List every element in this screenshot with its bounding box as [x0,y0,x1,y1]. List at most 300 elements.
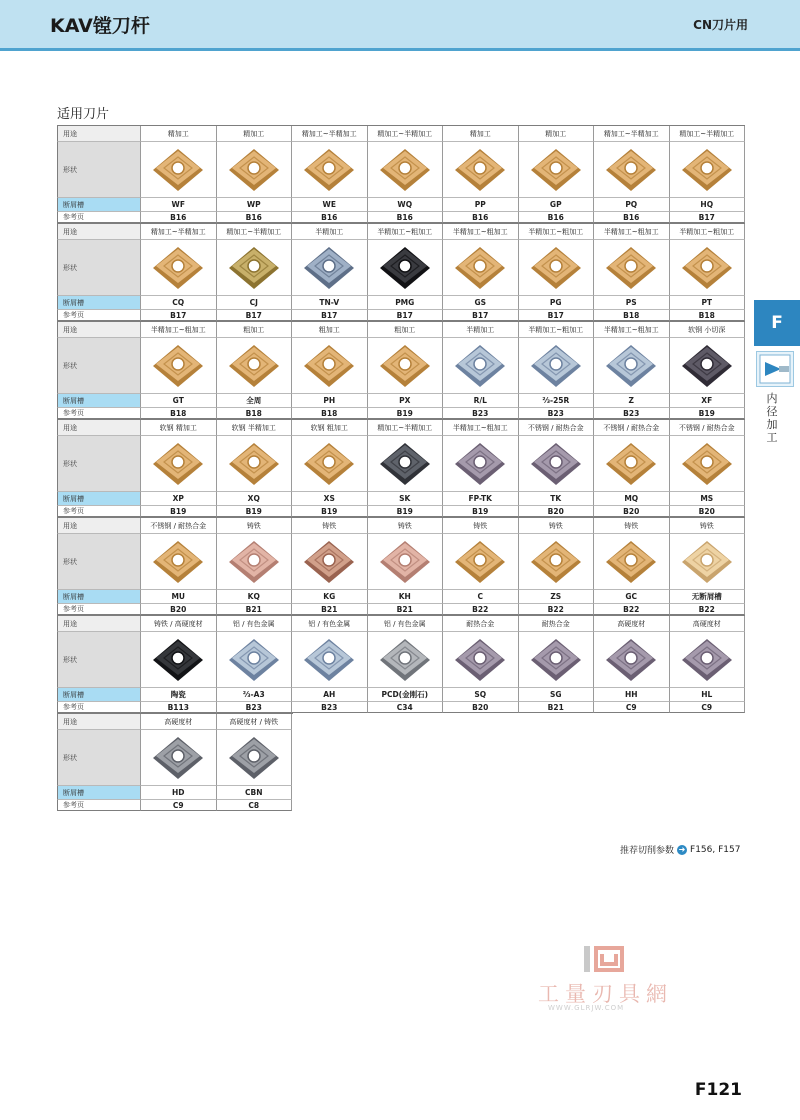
breaker-cell: GS [443,296,519,310]
usage-cell: 精加工 [443,126,519,142]
insert-image-cell [594,534,670,590]
insert-image-cell [141,338,217,394]
arrow-right-icon: ➜ [678,844,686,854]
insert-shape-icon [151,637,205,683]
row-label-ref: 参考页 [57,212,141,223]
insert-shape-icon [378,637,432,683]
usage-cell: 半精加工~粗加工 [443,224,519,240]
ref-page-cell: B17 [443,310,519,321]
insert-shape-icon [302,637,356,683]
insert-image-cell [443,338,519,394]
breaker-cell: XQ [217,492,293,506]
usage-cell: 高硬度材 [141,714,217,730]
breaker-cell: HD [141,786,217,800]
insert-image-cell [141,142,217,198]
breaker-cell: HH [594,688,670,702]
usage-cell: 粗加工 [292,322,368,338]
usage-cell: 半精加工~粗加工 [519,224,595,240]
insert-shape-icon [680,637,734,683]
breaker-cell: WP [217,198,293,212]
page-subtitle: CN刀片用 [693,18,748,32]
insert-shape-icon [302,539,356,585]
insert-shape-icon [453,245,507,291]
insert-image-cell [292,632,368,688]
insert-image-cell [292,338,368,394]
row-label-breaker: 断屑槽 [57,786,141,800]
insert-shape-icon [227,147,281,193]
insert-shape-icon [227,637,281,683]
ref-page-cell: B19 [670,408,746,419]
row-label-shape: 形状 [57,338,141,394]
row-label-shape: 形状 [57,142,141,198]
breaker-cell: XP [141,492,217,506]
breaker-cell: GP [519,198,595,212]
breaker-cell: PQ [594,198,670,212]
usage-cell: 耐热合金 [519,616,595,632]
usage-cell: 半精加工~粗加工 [368,224,444,240]
row-label-ref: 参考页 [57,310,141,321]
insert-shape-icon [302,147,356,193]
row-label-ref: 参考页 [57,604,141,615]
breaker-cell: PH [292,394,368,408]
insert-shape-icon [604,245,658,291]
insert-image-cell [368,338,444,394]
insert-image-cell [443,632,519,688]
ref-page-cell: B20 [670,506,746,517]
insert-image-cell [217,730,293,786]
usage-cell: 精加工~半精加工 [670,126,746,142]
breaker-cell: WQ [368,198,444,212]
insert-shape-icon [453,637,507,683]
row-label-use: 用途 [57,420,141,436]
ref-page-cell: B23 [443,408,519,419]
ref-page-cell: C34 [368,702,444,713]
insert-image-cell [292,142,368,198]
insert-block [57,517,745,615]
recommend-pages[interactable]: F156, F157 [690,844,741,855]
breaker-cell: CJ [217,296,293,310]
ref-page-cell: B19 [141,506,217,517]
insert-image-cell [443,436,519,492]
insert-image-cell [519,436,595,492]
ref-page-cell: B22 [443,604,519,615]
row-label-ref: 参考页 [57,702,141,713]
usage-cell: 半精加工~粗加工 [141,322,217,338]
breaker-cell: C [443,590,519,604]
usage-cell: 精加工~半精加工 [141,224,217,240]
row-label-use: 用途 [57,616,141,632]
usage-cell: 精加工~半精加工 [292,126,368,142]
ref-page-cell: C9 [670,702,746,713]
usage-cell: 半精加工~粗加工 [443,420,519,436]
usage-cell: 半精加工~粗加工 [594,224,670,240]
ref-page-cell: B16 [443,212,519,223]
breaker-cell: 无断屑槽 [670,590,746,604]
row-label-shape: 形状 [57,240,141,296]
row-label-shape: 形状 [57,436,141,492]
insert-shape-icon [151,343,205,389]
breaker-cell: PMG [368,296,444,310]
breaker-cell: CBN [217,786,293,800]
page-number: F121 [694,1080,742,1100]
insert-shape-icon [680,441,734,487]
row-label-shape: 形状 [57,632,141,688]
ref-page-cell: B22 [519,604,595,615]
side-tab-letter[interactable]: F [754,300,800,346]
usage-cell: 铝 / 有色金属 [292,616,368,632]
insert-shape-icon [680,147,734,193]
insert-image-cell [519,142,595,198]
insert-block [57,615,745,713]
breaker-cell: MQ [594,492,670,506]
insert-shape-icon [302,245,356,291]
row-label-ref: 参考页 [57,506,141,517]
usage-cell: 不锈钢 / 耐热合金 [670,420,746,436]
ref-page-cell: B21 [368,604,444,615]
usage-cell: 不锈钢 / 耐热合金 [594,420,670,436]
usage-cell: 铸铁 / 高硬度材 [141,616,217,632]
ref-page-cell: B16 [368,212,444,223]
row-label-breaker: 断屑槽 [57,394,141,408]
insert-image-cell [670,338,746,394]
ref-page-cell: C9 [594,702,670,713]
insert-shape-icon [378,441,432,487]
ref-page-cell: B17 [141,310,217,321]
usage-cell: 铸铁 [368,518,444,534]
row-label-use: 用途 [57,224,141,240]
ref-page-cell: B21 [292,604,368,615]
insert-shape-icon [227,245,281,291]
usage-cell: 精加工~半精加工 [368,126,444,142]
insert-image-cell [217,240,293,296]
insert-shape-icon [529,539,583,585]
usage-cell: 精加工 [141,126,217,142]
usage-cell: 不锈钢 / 耐热合金 [141,518,217,534]
insert-shape-icon [604,441,658,487]
breaker-cell: MU [141,590,217,604]
breaker-cell: Z [594,394,670,408]
insert-shape-icon [302,441,356,487]
insert-shape-icon [453,539,507,585]
insert-shape-icon [529,343,583,389]
insert-image-cell [141,436,217,492]
insert-image-cell [368,632,444,688]
ref-page-cell: C9 [141,800,217,811]
insert-shape-icon [604,637,658,683]
usage-cell: 高硬度材 [594,616,670,632]
usage-cell: 铝 / 有色金属 [368,616,444,632]
insert-image-cell [141,632,217,688]
breaker-cell: TK [519,492,595,506]
row-label-breaker: 断屑槽 [57,198,141,212]
row-label-breaker: 断屑槽 [57,590,141,604]
breaker-cell: MS [670,492,746,506]
ref-page-cell: B20 [141,604,217,615]
breaker-cell: FP-TK [443,492,519,506]
section-title: 适用刀片 [57,107,110,122]
ref-page-cell: B16 [594,212,670,223]
ref-page-cell: B16 [292,212,368,223]
insert-shape-icon [302,343,356,389]
insert-image-cell [519,534,595,590]
watermark-url: WWW.GLRJW.COM [548,1004,625,1012]
insert-image-cell [670,436,746,492]
breaker-cell: HL [670,688,746,702]
row-label-breaker: 断屑槽 [57,296,141,310]
insert-block [57,125,745,223]
breaker-cell: 全周 [217,394,293,408]
ref-page-cell: B17 [368,310,444,321]
ref-page-cell: B22 [594,604,670,615]
insert-table [57,125,745,811]
usage-cell: 粗加工 [217,322,293,338]
insert-image-cell [292,534,368,590]
breaker-cell: ⅔-25R [519,394,595,408]
breaker-cell: KQ [217,590,293,604]
ref-page-cell: B18 [141,408,217,419]
insert-image-cell [141,534,217,590]
ref-page-cell: B18 [670,310,746,321]
insert-shape-icon [378,147,432,193]
usage-cell: 不锈钢 / 耐热合金 [519,420,595,436]
insert-shape-icon [453,147,507,193]
row-label-shape: 形状 [57,534,141,590]
ref-page-cell: B18 [594,310,670,321]
insert-shape-icon [151,539,205,585]
insert-block [57,419,745,517]
usage-cell: 铸铁 [217,518,293,534]
ref-page-cell: B16 [217,212,293,223]
insert-image-cell [217,534,293,590]
usage-cell: 半精加工 [292,224,368,240]
breaker-cell: PG [519,296,595,310]
insert-image-cell [594,240,670,296]
usage-cell: 铸铁 [519,518,595,534]
breaker-cell: CQ [141,296,217,310]
header-divider [0,48,800,51]
breaker-cell: WF [141,198,217,212]
insert-image-cell [594,142,670,198]
insert-image-cell [217,142,293,198]
side-tab-text: 内径加工 [766,392,778,444]
ref-page-cell: B19 [368,506,444,517]
watermark-text: 工量刃具網 [538,982,673,1006]
insert-image-cell [519,632,595,688]
insert-image-cell [594,632,670,688]
insert-shape-icon [378,539,432,585]
breaker-cell: SK [368,492,444,506]
usage-cell: 半精加工 [443,322,519,338]
row-label-ref: 参考页 [57,800,141,811]
breaker-cell: TN-V [292,296,368,310]
breaker-cell: WE [292,198,368,212]
usage-cell: 半精加工~粗加工 [594,322,670,338]
ref-page-cell: B20 [443,702,519,713]
insert-image-cell [670,632,746,688]
insert-block [57,223,745,321]
insert-image-cell [443,534,519,590]
breaker-cell: R/L [443,394,519,408]
breaker-cell: 陶瓷 [141,688,217,702]
usage-cell: 软钢 粗加工 [292,420,368,436]
ref-page-cell: B20 [519,506,595,517]
insert-image-cell [368,436,444,492]
usage-cell: 高硬度材 [670,616,746,632]
ref-page-cell: B23 [594,408,670,419]
breaker-cell: ⅔-A3 [217,688,293,702]
breaker-cell: SQ [443,688,519,702]
insert-shape-icon [680,539,734,585]
ref-page-cell: B17 [670,212,746,223]
insert-shape-icon [529,245,583,291]
usage-cell: 软钢 半精加工 [217,420,293,436]
insert-shape-icon [227,539,281,585]
breaker-cell: PP [443,198,519,212]
usage-cell: 半精加工~粗加工 [670,224,746,240]
ref-page-cell: B21 [217,604,293,615]
breaker-cell: XF [670,394,746,408]
ref-page-cell: B21 [519,702,595,713]
ref-page-cell: B22 [670,604,746,615]
breaker-cell: GC [594,590,670,604]
breaker-cell: GT [141,394,217,408]
recommend-label: 推荐切削参数 [620,846,675,856]
ref-page-cell: B16 [519,212,595,223]
insert-shape-icon [151,147,205,193]
breaker-cell: AH [292,688,368,702]
row-label-use: 用途 [57,518,141,534]
breaker-cell: KH [368,590,444,604]
breaker-cell: SG [519,688,595,702]
ref-page-cell: B23 [519,408,595,419]
usage-cell: 粗加工 [368,322,444,338]
ref-page-cell: B113 [141,702,217,713]
breaker-cell: PS [594,296,670,310]
insert-shape-icon [453,441,507,487]
ref-page-cell: B19 [443,506,519,517]
usage-cell: 精加工 [217,126,293,142]
breaker-cell: KG [292,590,368,604]
insert-image-cell [141,240,217,296]
row-label-breaker: 断屑槽 [57,688,141,702]
insert-image-cell [670,534,746,590]
row-label-use: 用途 [57,322,141,338]
breaker-cell: ZS [519,590,595,604]
insert-image-cell [217,436,293,492]
insert-shape-icon [529,147,583,193]
insert-image-cell [292,240,368,296]
insert-shape-icon [227,441,281,487]
insert-shape-icon [529,637,583,683]
usage-cell: 铸铁 [670,518,746,534]
insert-shape-icon [378,245,432,291]
usage-cell: 精加工~半精加工 [217,224,293,240]
row-label-use: 用途 [57,714,141,730]
row-label-use: 用途 [57,126,141,142]
insert-shape-icon [227,735,281,781]
usage-cell: 铸铁 [292,518,368,534]
row-label-breaker: 断屑槽 [57,492,141,506]
insert-shape-icon [151,441,205,487]
insert-shape-icon [453,343,507,389]
ref-page-cell: B19 [292,506,368,517]
usage-cell: 精加工 [519,126,595,142]
breaker-cell: PCD(金刚石) [368,688,444,702]
insert-shape-icon [604,147,658,193]
row-label-shape: 形状 [57,730,141,786]
insert-image-cell [368,240,444,296]
insert-image-cell [368,534,444,590]
breaker-cell: PT [670,296,746,310]
usage-cell: 精加工~半精加工 [368,420,444,436]
boring-bar-icon [756,351,794,387]
insert-image-cell [594,338,670,394]
ref-page-cell: B23 [292,702,368,713]
ref-page-cell: B20 [594,506,670,517]
ref-page-cell: B16 [141,212,217,223]
insert-image-cell [670,142,746,198]
usage-cell: 铝 / 有色金属 [217,616,293,632]
ref-page-cell: B17 [292,310,368,321]
insert-image-cell [443,240,519,296]
ref-page-cell: B17 [519,310,595,321]
insert-image-cell [292,436,368,492]
ref-page-cell: B23 [217,702,293,713]
watermark-logo [582,944,626,974]
insert-image-cell [594,436,670,492]
insert-shape-icon [529,441,583,487]
usage-cell: 铸铁 [443,518,519,534]
insert-image-cell [670,240,746,296]
insert-image-cell [368,142,444,198]
usage-cell: 精加工~半精加工 [594,126,670,142]
usage-cell: 铸铁 [594,518,670,534]
insert-shape-icon [227,343,281,389]
ref-page-cell: B18 [217,408,293,419]
insert-shape-icon [604,343,658,389]
insert-shape-icon [604,539,658,585]
breaker-cell: XS [292,492,368,506]
breaker-cell: PX [368,394,444,408]
insert-shape-icon [680,343,734,389]
ref-page-cell: B19 [217,506,293,517]
ref-page-cell: B18 [292,408,368,419]
insert-shape-icon [378,343,432,389]
insert-shape-icon [151,735,205,781]
usage-cell: 软钢 小切深 [670,322,746,338]
insert-block [57,321,745,419]
usage-cell: 耐热合金 [443,616,519,632]
insert-shape-icon [680,245,734,291]
insert-image-cell [443,142,519,198]
usage-cell: 软钢 精加工 [141,420,217,436]
recommend-note [620,843,740,856]
page-title: KAV镗刀杆 [50,15,150,37]
insert-image-cell [217,632,293,688]
breaker-cell: HQ [670,198,746,212]
ref-page-cell: B17 [217,310,293,321]
usage-cell: 高硬度材 / 铸铁 [217,714,293,730]
usage-cell: 半精加工~粗加工 [519,322,595,338]
insert-shape-icon [151,245,205,291]
insert-image-cell [141,730,217,786]
insert-block [57,713,293,811]
ref-page-cell: B19 [368,408,444,419]
insert-image-cell [519,240,595,296]
insert-image-cell [217,338,293,394]
ref-page-cell: C8 [217,800,293,811]
insert-image-cell [519,338,595,394]
